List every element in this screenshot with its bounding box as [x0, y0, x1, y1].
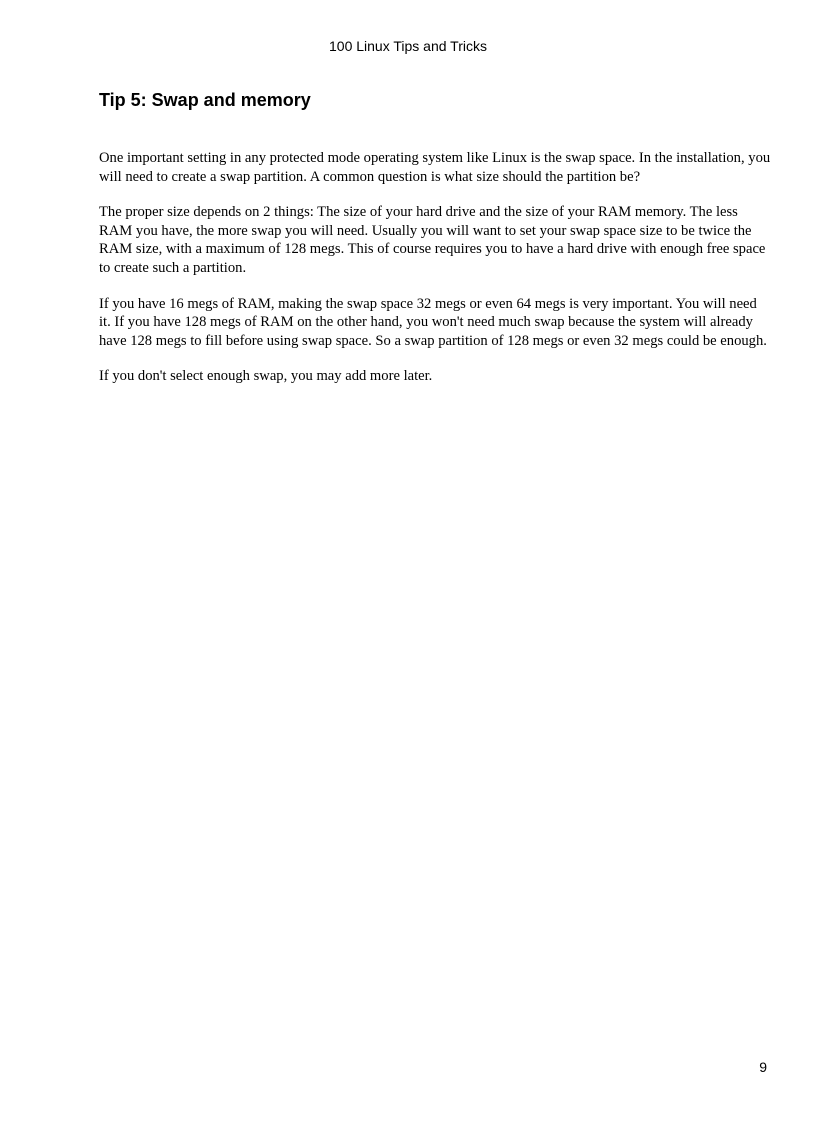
paragraph-ram-examples: If you have 16 megs of RAM, making the swap space 32 megs or even 64 megs is very important. You will need it. If you have 128 megs of RAM on the other hand, you won't need much swap because the system will already have 128 megs to fill before using swap space. So a swap partition of 128 megs or even 32 megs could be enough.	[99, 295, 767, 349]
running-header: 100 Linux Tips and Tricks	[329, 38, 487, 54]
page-number: 9	[759, 1059, 767, 1075]
paragraph-add-more-later: If you don't select enough swap, you may add more later.	[99, 368, 433, 385]
tip-body	[99, 149, 771, 403]
tip-title: Tip 5: Swap and memory	[99, 90, 311, 110]
paragraph-swap-size: The proper size depends on 2 things: The size of your hard drive and the size of your RAM memory. The less RAM you have, the more swap you will need. Usually you will want to set your swap space size to be twice the RAM size, with a maximum of 128 megs. This of course requires you to have a hard drive with enough free space to create such a partition.	[99, 204, 766, 276]
paragraph-swap-intro: One important setting in any protected mode operating system like Linux is the swap space. In the installation, you will need to create a swap partition. A common question is what size should the partition be?	[99, 150, 771, 185]
